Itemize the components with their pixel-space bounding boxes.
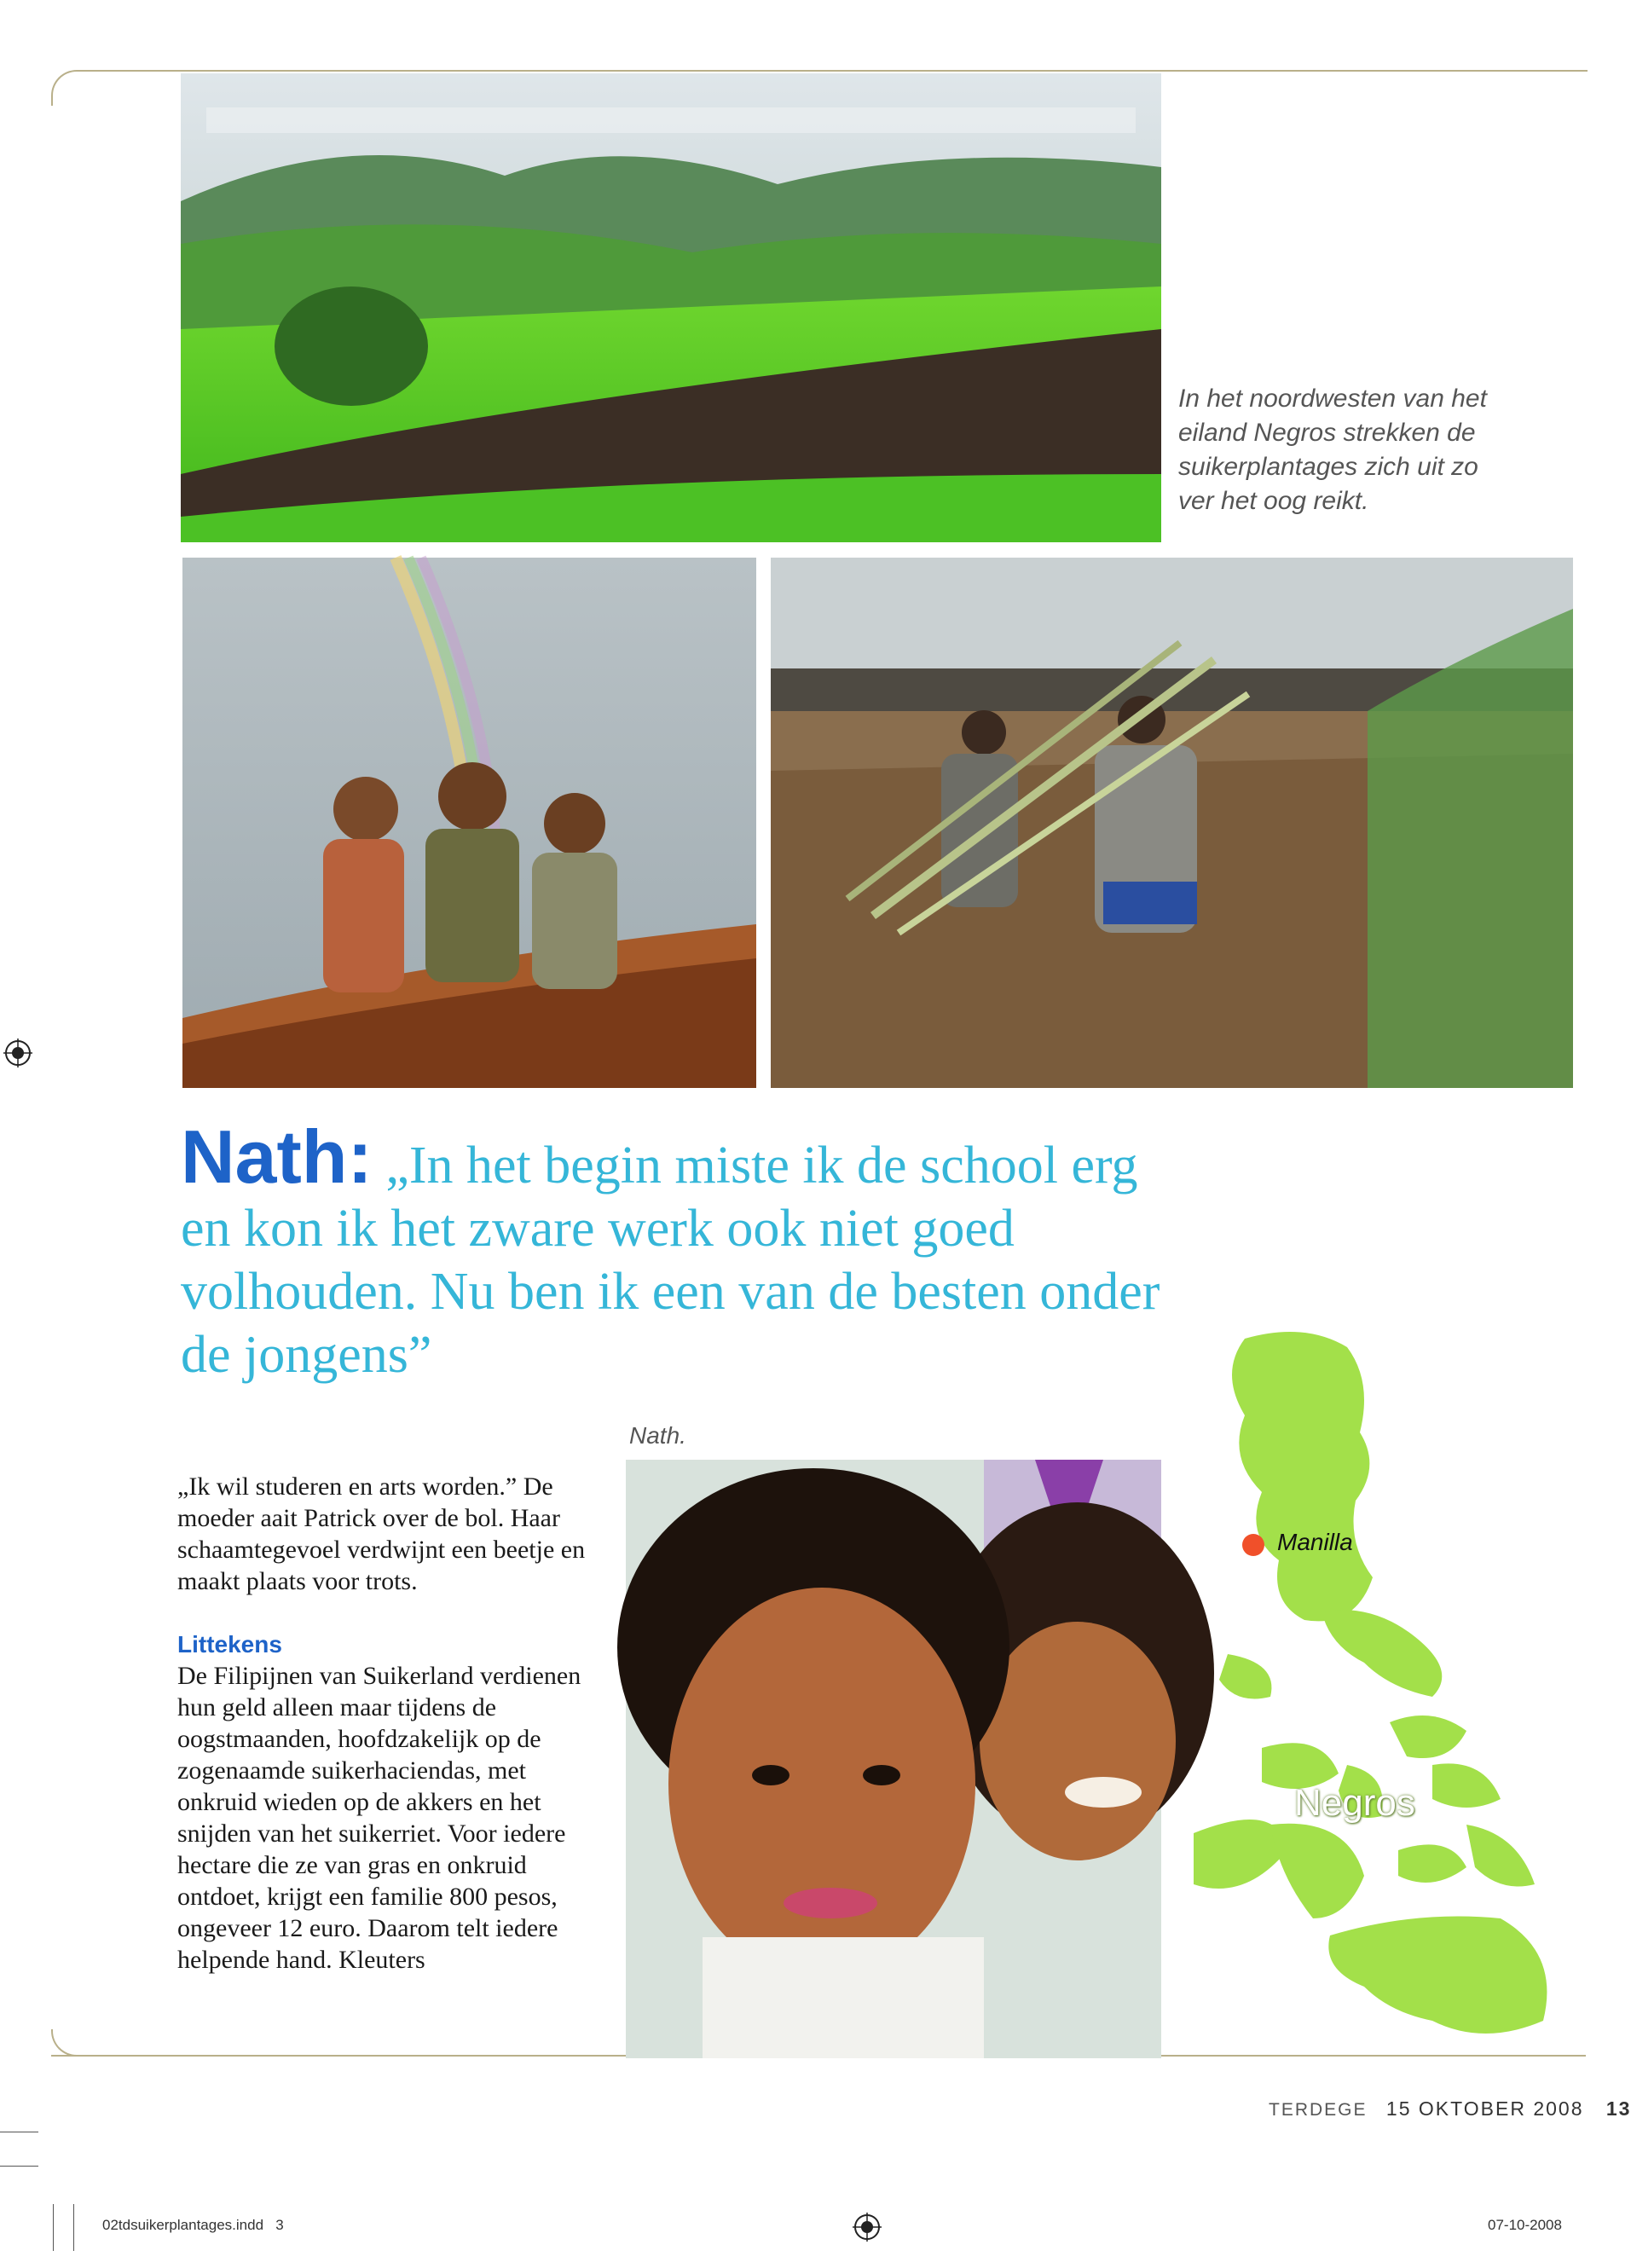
map-label-manilla: Manilla	[1277, 1529, 1353, 1555]
footer-page: 13	[1605, 2097, 1631, 2120]
registration-mark-bottom-icon	[853, 2213, 882, 2242]
photo-children-rainbow	[182, 558, 756, 1088]
map-shape	[1177, 1322, 1573, 2046]
body-paragraph-1: „Ik wil studeren en arts worden.” De moeder aait Patrick over de bol. Haar schaamtegevoel verdwijnt een beetje en maakt plaats voor trots.	[177, 1472, 586, 1595]
subhead-littekens: Littekens	[177, 1631, 282, 1658]
photo-landscape-sugar-plantation	[181, 73, 1161, 542]
print-marks-left-2	[0, 2166, 38, 2167]
photo-nath-portrait	[626, 1460, 1161, 2058]
manilla-dot	[1242, 1534, 1264, 1556]
bottom-rule-curve	[51, 2029, 78, 2057]
article-body	[177, 1471, 604, 1976]
slug-print-date: 07-10-2008	[1488, 2217, 1562, 2233]
landscape-caption: In het noordwesten van het eiland Negros strekken de suikerplantages zich uit zo ver het oog reikt.	[1178, 385, 1487, 515]
headline-speaker: Nath:	[181, 1114, 373, 1199]
map-label-negros: Negros	[1294, 1782, 1415, 1824]
page-footer	[1269, 2097, 1631, 2120]
footer-magazine: TERDEGE	[1269, 2100, 1368, 2120]
footer-date: 15 OKTOBER 2008	[1385, 2097, 1584, 2120]
headline-quote-text: „In het begin miste ik de school erg en kon ik het zware werk ook niet goed volhouden. Nu ben ik een van de besten onder de jongens”	[181, 1137, 1160, 1384]
map-philippines	[1177, 1322, 1573, 2046]
body-paragraph-2: De Filipijnen van Suikerland verdienen hun geld alleen maar tijdens de oogstmaanden, hoofdzakelijk op de zogenaamde suikerhaciendas, met onkruid wieden op de akkers en het snijden van het suikerriet. Voor iedere hectare die ze van gras en onkruid ontdoet, krijgt een familie 800 pesos, ongeveer 12 euro. Daarom telt iedere helpende hand. Kleuters	[177, 1662, 581, 1974]
headline-quote	[181, 1114, 1187, 1386]
registration-mark-icon	[3, 1039, 32, 1067]
print-marks-vertical	[53, 2204, 54, 2251]
nath-caption: Nath.	[629, 1422, 686, 1449]
photo-sugarcane-workers	[771, 558, 1573, 1088]
print-marks-vertical-2	[73, 2204, 74, 2251]
slug-filename: 02tdsuikerplantages.indd 3	[102, 2217, 284, 2233]
